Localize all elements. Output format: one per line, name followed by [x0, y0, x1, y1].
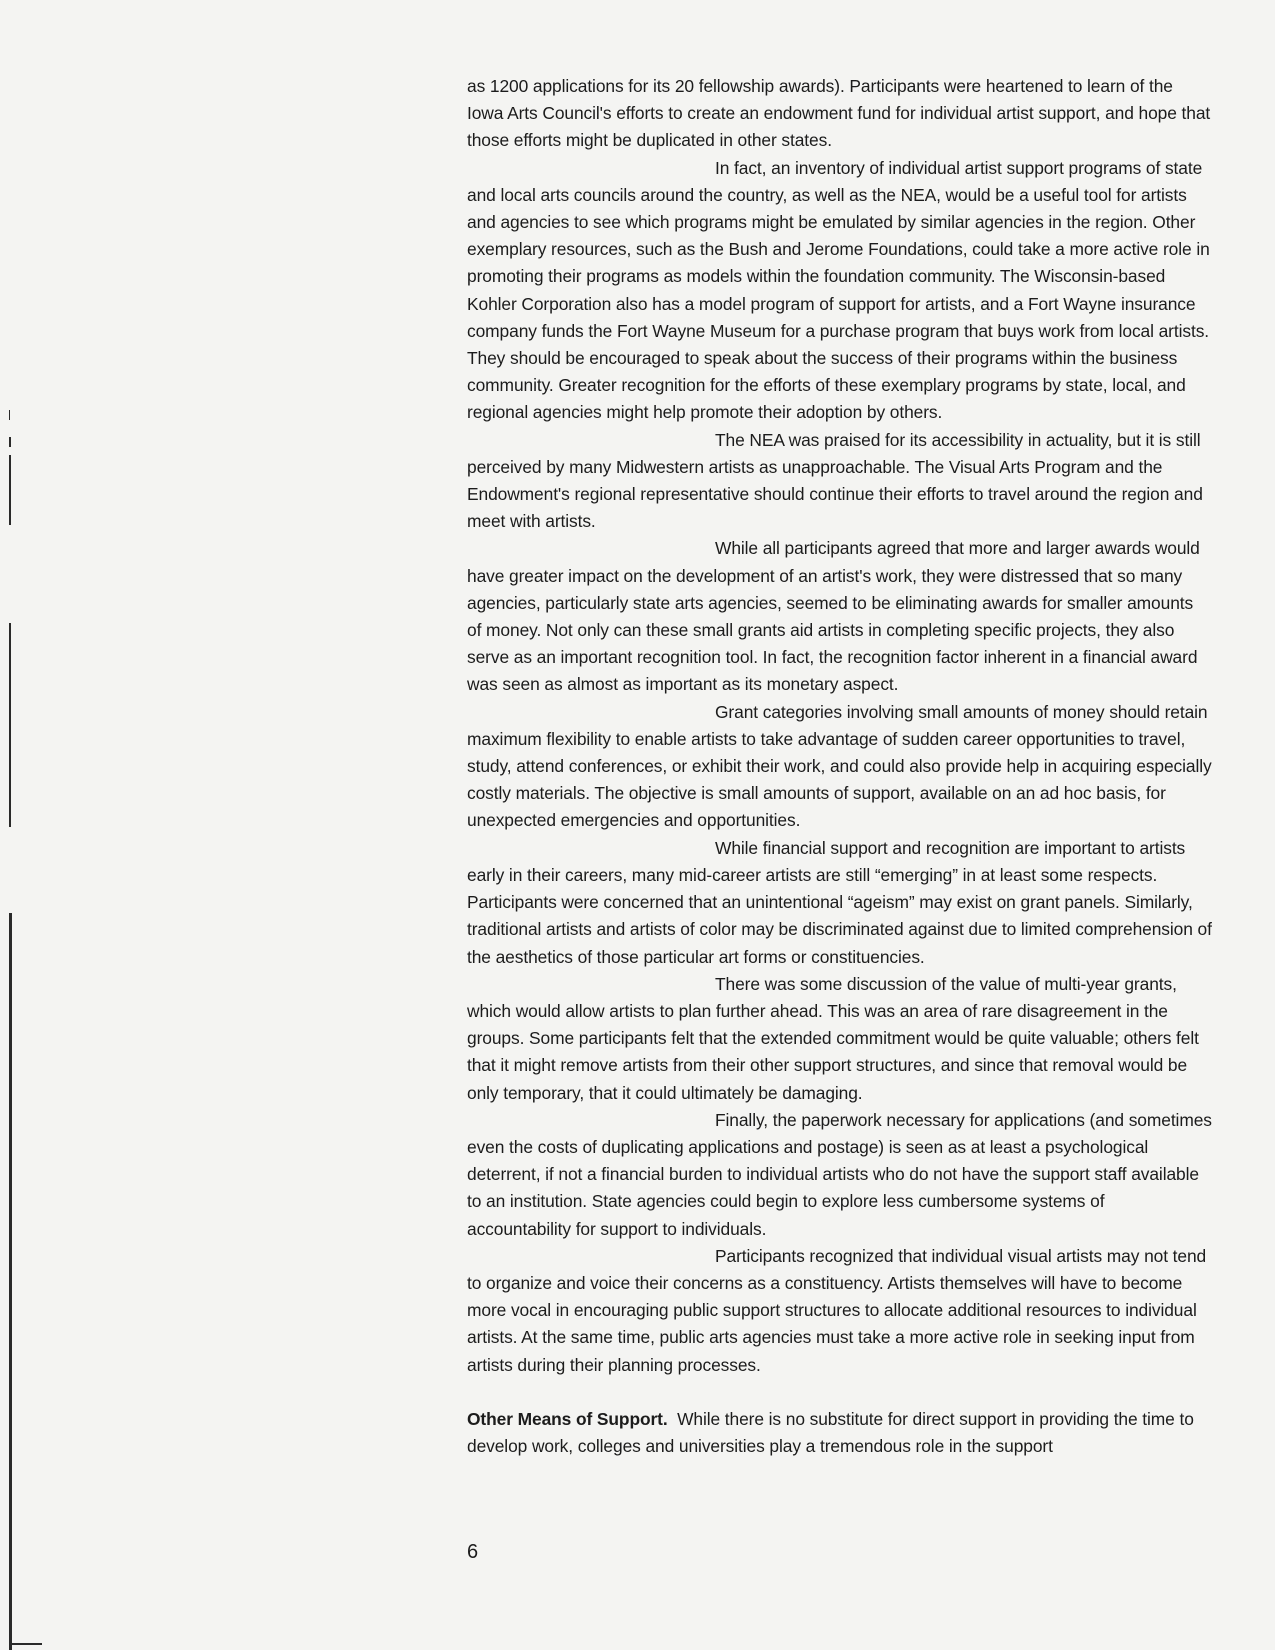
body-paragraph: Finally, the paperwork necessary for applications (and sometimes even the costs of duplicating applications and postage) is seen as at least a psychological deterrent, if not a financial burden to individual artists who do not have the support staff available to an institution. State agencies could begin to explore less cumbersome systems of accountability for support to individuals. [467, 1109, 1212, 1239]
body-paragraph: The NEA was praised for its accessibility in actuality, but it is still perceived by many Midwestern artists as unapproachable. The Visual Arts Program and the Endowment's regional representative should continue their efforts to travel around the region and meet with artists. [467, 429, 1203, 532]
scan-artifact-mark [9, 410, 10, 420]
body-paragraph: as 1200 applications for its 20 fellowship awards). Participants were heartened to learn of the Iowa Arts Council's efforts to create an endowment fund for individual artist support, and hope that those efforts might be duplicated in other states. [467, 76, 1211, 151]
body-paragraph: While financial support and recognition are important to artists early in their careers, many mid-career artists are still “emerging” in at least some respects. Participants were concerned that an unintentional “ageism” may exist on grant panels. Similarly, traditional artists and artists of color may be discriminated against due to limited comprehension of the aesthetics of those particular art forms or constituencies. [467, 837, 1212, 967]
scan-artifact-mark [12, 1643, 42, 1645]
section-heading: Other Means of Support. [467, 1408, 668, 1429]
body-paragraph: In fact, an inventory of individual artist support programs of state and local arts councils around the country, as well as the NEA, would be a useful tool for artists and agencies to see which programs might be emulated by similar agencies in the region. Other exemplary resources, such as the Bush and Jerome Foundations, could take a more active role in promoting their programs as models within the foundation community. The Wisconsin-based Kohler Corporation also has a model program of support for artists, and a Fort Wayne insurance company funds the Fort Wayne Museum for a purchase program that buys work from local artists. They should be encouraged to speak about the success of their programs within the business community. Greater recognition for the efforts of these exemplary programs by state, local, and regional agencies might help promote their adoption by others. [467, 157, 1210, 423]
body-paragraph: While all participants agreed that more and larger awards would have greater impact on the development of an artist's work, they were distressed that so many agencies, particularly state arts agencies, seemed to be eliminating awards for smaller amounts of money. Not only can these small grants aid artists in completing specific projects, they also serve as an important recognition tool. In fact, the recognition factor inherent in a financial award was seen as almost as important as its monetary aspect. [467, 538, 1200, 695]
body-paragraph: There was some discussion of the value of multi-year grants, which would allow artists to plan further ahead. This was an area of rare disagreement in the groups. Some participants felt that the extended commitment would be quite valuable; others felt that it might remove artists from their other support structures, and since that removal would be only temporary, that it could ultimately be damaging. [467, 973, 1199, 1103]
section-paragraph [467, 1406, 1212, 1460]
scan-artifact-mark [9, 455, 11, 525]
section-text: While there is no substitute for direct support in providing the time to develop work, colleges and universities play a tremendous role in the support [467, 1408, 1194, 1457]
page-number: 6 [467, 1541, 479, 1563]
body-paragraph: Grant categories involving small amounts of money should retain maximum flexibility to enable artists to take advantage of sudden career opportunities to travel, study, attend conferences, or exhibit their work, and could also provide help in acquiring especially costly materials. The objective is small amounts of support, available on an ad hoc basis, for unexpected emergencies and opportunities. [467, 701, 1212, 831]
body-paragraph: Participants recognized that individual visual artists may not tend to organize and voice their concerns as a constituency. Artists themselves will have to become more vocal in encouraging public support structures to allocate additional resources to individual artists. At the same time, public arts agencies must take a more active role in seeking input from artists during their planning processes. [467, 1245, 1207, 1375]
scan-artifact-mark [9, 437, 11, 447]
body-text [467, 73, 1212, 1460]
scan-artifact-mark [9, 623, 11, 827]
scan-artifact-mark [9, 913, 12, 1650]
